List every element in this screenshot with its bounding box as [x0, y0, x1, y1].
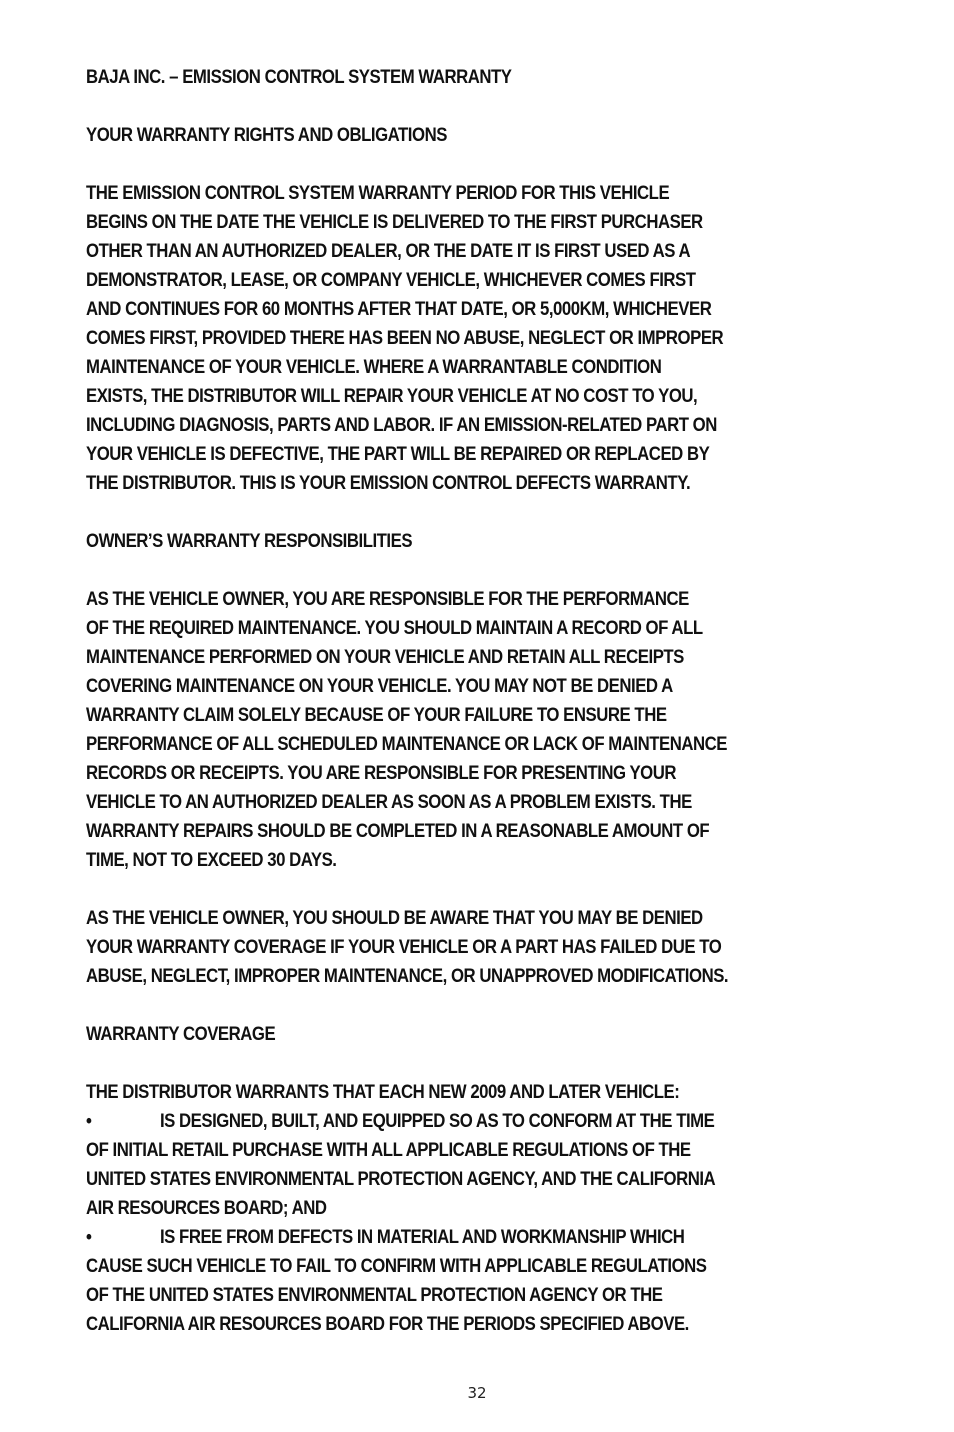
bullet-first-line: [86, 1223, 774, 1252]
bullet-icon: •: [86, 1226, 92, 1248]
paragraph-line: THE DISTRIBUTOR. THIS IS YOUR EMISSION CONTROL DEFECTS WARRANTY.: [86, 472, 691, 494]
spacer: [86, 1049, 886, 1078]
paragraph-line: PERFORMANCE OF ALL SCHEDULED MAINTENANCE OR LACK OF MAINTENANCE: [86, 733, 727, 755]
paragraph-line: OTHER THAN AN AUTHORIZED DEALER, OR THE DATE IT IS FIRST USED AS A: [86, 240, 691, 262]
paragraph-line: RECORDS OR RECEIPTS. YOU ARE RESPONSIBLE FOR PRESENTING YOUR: [86, 762, 677, 784]
spacer: [86, 556, 886, 585]
paragraph-line: OF THE REQUIRED MAINTENANCE. YOU SHOULD MAINTAIN A RECORD OF ALL: [86, 617, 703, 639]
paragraph-line: EXISTS, THE DISTRIBUTOR WILL REPAIR YOUR VEHICLE AT NO COST TO YOU,: [86, 385, 698, 407]
paragraph-line: YOUR WARRANTY COVERAGE IF YOUR VEHICLE OR A PART HAS FAILED DUE TO: [86, 936, 722, 958]
section-heading-owner-responsibilities: OWNER’S WARRANTY RESPONSIBILITIES: [86, 530, 413, 552]
document-title: BAJA INC. – EMISSION CONTROL SYSTEM WARRANTY: [86, 66, 512, 88]
paragraph-line: CALIFORNIA AIR RESOURCES BOARD FOR THE PERIODS SPECIFIED ABOVE.: [86, 1313, 689, 1335]
paragraph-line: AIR RESOURCES BOARD; AND: [86, 1197, 327, 1219]
paragraph-line: THE EMISSION CONTROL SYSTEM WARRANTY PERIOD FOR THIS VEHICLE: [86, 182, 670, 204]
paragraph-line: CAUSE SUCH VEHICLE TO FAIL TO CONFIRM WITH APPLICABLE REGULATIONS: [86, 1255, 707, 1277]
paragraph-line: AND CONTINUES FOR 60 MONTHS AFTER THAT DATE, OR 5,000KM, WHICHEVER: [86, 298, 712, 320]
spacer: [86, 498, 886, 527]
paragraph-line: VEHICLE TO AN AUTHORIZED DEALER AS SOON AS A PROBLEM EXISTS. THE: [86, 791, 692, 813]
paragraph-line: DEMONSTRATOR, LEASE, OR COMPANY VEHICLE, WHICHEVER COMES FIRST: [86, 269, 696, 291]
paragraph-line: INCLUDING DIAGNOSIS, PARTS AND LABOR. IF AN EMISSION-RELATED PART ON: [86, 414, 717, 436]
section-heading-coverage: WARRANTY COVERAGE: [86, 1023, 276, 1045]
spacer: [86, 150, 886, 179]
document-page: [86, 63, 886, 1339]
bullet-text: IS FREE FROM DEFECTS IN MATERIAL AND WORKMANSHIP WHICH: [159, 1226, 685, 1248]
bullet-first-line: [86, 1107, 774, 1136]
paragraph-line: AS THE VEHICLE OWNER, YOU ARE RESPONSIBLE FOR THE PERFORMANCE: [86, 588, 689, 610]
paragraph-line: COMES FIRST, PROVIDED THERE HAS BEEN NO ABUSE, NEGLECT OR IMPROPER: [86, 327, 724, 349]
paragraph-line: YOUR VEHICLE IS DEFECTIVE, THE PART WILL BE REPAIRED OR REPLACED BY: [86, 443, 710, 465]
paragraph-line: MAINTENANCE OF YOUR VEHICLE. WHERE A WARRANTABLE CONDITION: [86, 356, 662, 378]
paragraph-denial-notice: [86, 904, 886, 991]
paragraph-line: UNITED STATES ENVIRONMENTAL PROTECTION AGENCY, AND THE CALIFORNIA: [86, 1168, 716, 1190]
bullet-icon: •: [86, 1110, 92, 1132]
spacer: [86, 875, 886, 904]
paragraph-line: AS THE VEHICLE OWNER, YOU SHOULD BE AWARE THAT YOU MAY BE DENIED: [86, 907, 703, 929]
section-heading-rights: YOUR WARRANTY RIGHTS AND OBLIGATIONS: [86, 124, 447, 146]
coverage-intro: THE DISTRIBUTOR WARRANTS THAT EACH NEW 2009 AND LATER VEHICLE:: [86, 1081, 680, 1103]
paragraph-line: OF THE UNITED STATES ENVIRONMENTAL PROTECTION AGENCY OR THE: [86, 1284, 663, 1306]
paragraph-line: TIME, NOT TO EXCEED 30 DAYS.: [86, 849, 337, 871]
spacer: [86, 92, 886, 121]
paragraph-line: WARRANTY REPAIRS SHOULD BE COMPLETED IN A REASONABLE AMOUNT OF: [86, 820, 710, 842]
paragraph-line: COVERING MAINTENANCE ON YOUR VEHICLE. YOU MAY NOT BE DENIED A: [86, 675, 673, 697]
paragraph-line: MAINTENANCE PERFORMED ON YOUR VEHICLE AND RETAIN ALL RECEIPTS: [86, 646, 684, 668]
paragraph-line: BEGINS ON THE DATE THE VEHICLE IS DELIVERED TO THE FIRST PURCHASER: [86, 211, 703, 233]
bullet-item-defects: [86, 1223, 886, 1339]
paragraph-line: OF INITIAL RETAIL PURCHASE WITH ALL APPLICABLE REGULATIONS OF THE: [86, 1139, 691, 1161]
page-number: 32: [467, 1384, 487, 1402]
paragraph-line: ABUSE, NEGLECT, IMPROPER MAINTENANCE, OR UNAPPROVED MODIFICATIONS.: [86, 965, 729, 987]
bullet-text: IS DESIGNED, BUILT, AND EQUIPPED SO AS TO CONFORM AT THE TIME: [159, 1110, 715, 1132]
spacer: [86, 991, 886, 1020]
paragraph-warranty-period: [86, 179, 886, 498]
paragraph-line: WARRANTY CLAIM SOLELY BECAUSE OF YOUR FAILURE TO ENSURE THE: [86, 704, 667, 726]
paragraph-owner-responsibilities: [86, 585, 886, 875]
bullet-item-conform: [86, 1107, 886, 1223]
